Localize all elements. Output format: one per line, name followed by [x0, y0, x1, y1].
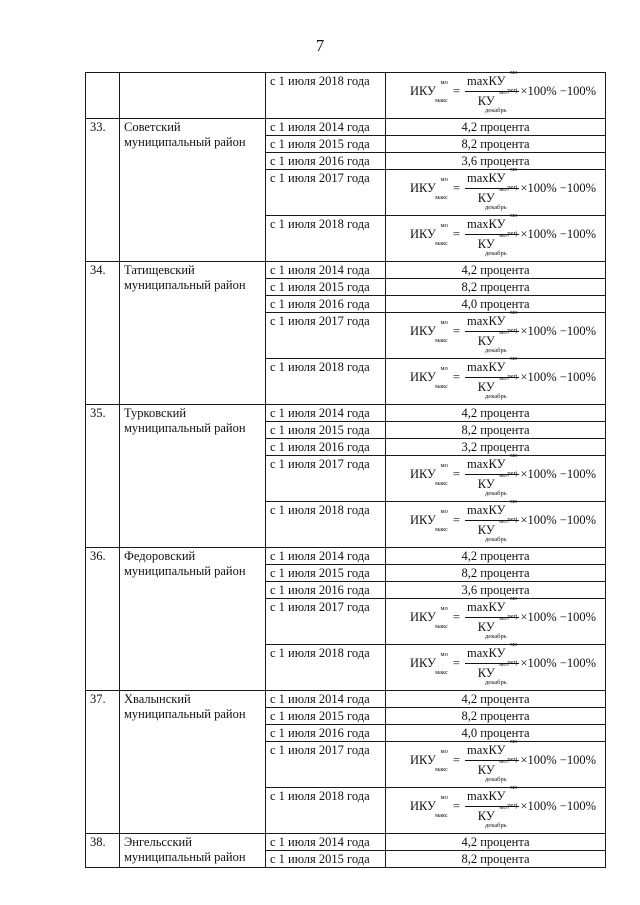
row-number: 36. — [86, 548, 120, 691]
formula-numerator: maxКУ мо perj — [466, 69, 518, 94]
equals-sign: = — [452, 513, 460, 527]
formula-tail: ×100% −100% — [520, 227, 596, 241]
effective-date: с 1 июля 2018 года — [266, 788, 386, 834]
index-formula-cell — [386, 309, 606, 359]
index-value: 8,2 процента — [386, 565, 606, 582]
effective-date: с 1 июля 2015 года — [266, 708, 386, 725]
effective-date: с 1 июля 2014 года — [266, 691, 386, 708]
formula-fraction — [465, 784, 519, 829]
district-name: Федоровский муниципальный район — [120, 548, 266, 691]
effective-date: с 1 июля 2018 года — [266, 359, 386, 405]
district-name: Татищевский муниципальный район — [120, 262, 266, 405]
effective-date: с 1 июля 2017 года — [266, 599, 386, 645]
formula-fraction — [465, 69, 519, 114]
formula-tail: ×100% −100% — [520, 656, 596, 670]
formula-lhs: ИКУ мо макс — [409, 79, 448, 104]
formula-fraction — [465, 452, 519, 497]
table-row — [86, 262, 606, 279]
formula-fraction — [465, 641, 519, 686]
equals-sign: = — [452, 181, 460, 195]
formula-denominator: КУ мо декабрь — [477, 615, 507, 640]
index-value: 4,2 процента — [386, 548, 606, 565]
formula-tail: ×100% −100% — [520, 84, 596, 98]
formula-lhs: ИКУ мо макс — [409, 748, 448, 773]
table-row — [86, 119, 606, 136]
index-formula — [390, 166, 601, 211]
index-formula-cell — [386, 498, 606, 548]
formula-denominator: КУ мо декабрь — [477, 661, 507, 686]
effective-date: с 1 июля 2014 года — [266, 834, 386, 851]
effective-date: с 1 июля 2016 года — [266, 439, 386, 456]
row-number: 33. — [86, 119, 120, 262]
formula-denominator: КУ мо декабрь — [477, 375, 507, 400]
index-value: 3,6 процента — [386, 582, 606, 599]
table-row — [86, 691, 606, 708]
index-formula-cell — [386, 452, 606, 502]
district-name: Турковский муниципальный район — [120, 405, 266, 548]
formula-numerator: maxКУ мо perj — [466, 784, 518, 809]
formula-denominator: КУ мо декабрь — [477, 329, 507, 354]
district-name — [120, 73, 266, 119]
equals-sign: = — [452, 799, 460, 813]
effective-date: с 1 июля 2017 года — [266, 456, 386, 502]
index-formula — [390, 309, 601, 354]
table-row — [86, 73, 606, 119]
table-body — [86, 69, 606, 868]
formula-numerator: maxКУ мо perj — [466, 595, 518, 620]
index-value: 4,0 процента — [386, 725, 606, 742]
effective-date: с 1 июля 2015 года — [266, 565, 386, 582]
formula-numerator: maxКУ мо perj — [466, 498, 518, 523]
formula-denominator: КУ мо декабрь — [477, 804, 507, 829]
effective-date: с 1 июля 2016 года — [266, 725, 386, 742]
index-formula — [390, 738, 601, 783]
index-value: 4,0 процента — [386, 296, 606, 313]
index-value: 4,2 процента — [386, 119, 606, 136]
formula-fraction — [465, 212, 519, 257]
formula-numerator: maxКУ мо perj — [466, 309, 518, 334]
index-value: 8,2 процента — [386, 136, 606, 153]
index-value: 8,2 процента — [386, 708, 606, 725]
effective-date: с 1 июля 2016 года — [266, 582, 386, 599]
formula-fraction — [465, 355, 519, 400]
formula-tail: ×100% −100% — [520, 513, 596, 527]
row-number: 38. — [86, 834, 120, 868]
effective-date: с 1 июля 2018 года — [266, 645, 386, 691]
formula-fraction — [465, 166, 519, 211]
formula-denominator: КУ мо декабрь — [477, 518, 507, 543]
index-formula — [390, 212, 601, 257]
index-value: 4,2 процента — [386, 834, 606, 851]
formula-tail: ×100% −100% — [520, 181, 596, 195]
equals-sign: = — [452, 467, 460, 481]
effective-date: с 1 июля 2014 года — [266, 548, 386, 565]
effective-date: с 1 июля 2016 года — [266, 296, 386, 313]
formula-tail: ×100% −100% — [520, 610, 596, 624]
formula-tail: ×100% −100% — [520, 370, 596, 384]
table-row — [86, 834, 606, 851]
table-row — [86, 548, 606, 565]
equals-sign: = — [452, 610, 460, 624]
effective-date: с 1 июля 2014 года — [266, 262, 386, 279]
formula-numerator: maxКУ мо perj — [466, 641, 518, 666]
formula-numerator: maxКУ мо perj — [466, 166, 518, 191]
effective-date: с 1 июля 2015 года — [266, 279, 386, 296]
index-value: 3,6 процента — [386, 153, 606, 170]
row-number: 35. — [86, 405, 120, 548]
row-number: 34. — [86, 262, 120, 405]
index-formula — [390, 784, 601, 829]
equals-sign: = — [452, 227, 460, 241]
index-value: 4,2 процента — [386, 405, 606, 422]
formula-lhs: ИКУ мо макс — [409, 651, 448, 676]
formula-denominator: КУ мо декабрь — [477, 758, 507, 783]
index-formula-cell — [386, 595, 606, 645]
formula-tail: ×100% −100% — [520, 324, 596, 338]
formula-numerator: maxКУ мо perj — [466, 738, 518, 763]
formula-denominator: КУ мо декабрь — [477, 186, 507, 211]
equals-sign: = — [452, 324, 460, 338]
effective-date: с 1 июля 2017 года — [266, 742, 386, 788]
index-formula — [390, 355, 601, 400]
formula-denominator: КУ мо декабрь — [477, 232, 507, 257]
page-number: 7 — [315, 36, 325, 55]
equals-sign: = — [452, 370, 460, 384]
formula-lhs: ИКУ мо макс — [409, 319, 448, 344]
index-value: 8,2 процента — [386, 422, 606, 439]
index-value: 3,2 процента — [386, 439, 606, 456]
index-value: 8,2 процента — [386, 851, 606, 868]
effective-date: с 1 июля 2018 года — [266, 502, 386, 548]
effective-date: с 1 июля 2014 года — [266, 119, 386, 136]
effective-date: с 1 июля 2015 года — [266, 422, 386, 439]
index-formula — [390, 452, 601, 497]
formula-lhs: ИКУ мо макс — [409, 222, 448, 247]
effective-date: с 1 июля 2014 года — [266, 405, 386, 422]
index-formula-cell — [386, 784, 606, 834]
formula-tail: ×100% −100% — [520, 799, 596, 813]
equals-sign: = — [452, 84, 460, 98]
index-value: 8,2 процента — [386, 279, 606, 296]
table-row — [86, 405, 606, 422]
effective-date: с 1 июля 2018 года — [266, 73, 386, 119]
index-formula — [390, 641, 601, 686]
effective-date: с 1 июля 2015 года — [266, 851, 386, 868]
formula-fraction — [465, 738, 519, 783]
district-name: Советский муниципальный район — [120, 119, 266, 262]
tariff-index-table — [85, 69, 606, 868]
formula-lhs: ИКУ мо макс — [409, 365, 448, 390]
index-formula-cell — [386, 212, 606, 262]
effective-date: с 1 июля 2017 года — [266, 313, 386, 359]
formula-fraction — [465, 595, 519, 640]
row-number: 37. — [86, 691, 120, 834]
formula-lhs: ИКУ мо макс — [409, 176, 448, 201]
index-formula-cell — [386, 166, 606, 216]
index-value: 4,2 процента — [386, 691, 606, 708]
effective-date: с 1 июля 2015 года — [266, 136, 386, 153]
formula-fraction — [465, 498, 519, 543]
effective-date: с 1 июля 2018 года — [266, 216, 386, 262]
index-value: 4,2 процента — [386, 262, 606, 279]
effective-date: с 1 июля 2016 года — [266, 153, 386, 170]
index-formula-cell — [386, 738, 606, 788]
formula-numerator: maxКУ мо perj — [466, 212, 518, 237]
equals-sign: = — [452, 753, 460, 767]
index-formula-cell — [386, 641, 606, 691]
formula-lhs: ИКУ мо макс — [409, 462, 448, 487]
index-formula — [390, 498, 601, 543]
formula-numerator: maxКУ мо perj — [466, 355, 518, 380]
formula-fraction — [465, 309, 519, 354]
equals-sign: = — [452, 656, 460, 670]
formula-lhs: ИКУ мо макс — [409, 794, 448, 819]
district-name: Энгельсский муниципальный район — [120, 834, 266, 868]
index-formula — [390, 595, 601, 640]
effective-date: с 1 июля 2017 года — [266, 170, 386, 216]
index-formula — [390, 69, 601, 114]
index-formula-cell — [386, 355, 606, 405]
formula-lhs: ИКУ мо макс — [409, 508, 448, 533]
formula-tail: ×100% −100% — [520, 467, 596, 481]
formula-tail: ×100% −100% — [520, 753, 596, 767]
formula-lhs: ИКУ мо макс — [409, 605, 448, 630]
index-formula-cell — [386, 69, 606, 119]
formula-numerator: maxКУ мо perj — [466, 452, 518, 477]
district-name: Хвалынский муниципальный район — [120, 691, 266, 834]
formula-denominator: КУ мо декабрь — [477, 472, 507, 497]
row-number — [86, 73, 120, 119]
formula-denominator: КУ мо декабрь — [477, 89, 507, 114]
